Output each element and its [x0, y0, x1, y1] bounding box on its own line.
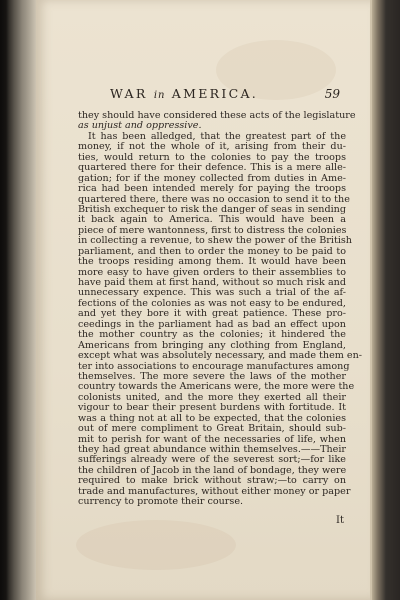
running-head-in: in	[153, 90, 166, 101]
binding-gutter	[0, 0, 40, 600]
text-line: quartered there, there was no occasion to send it to the	[78, 193, 350, 205]
text-line: have paid them at first hand, without so much risk and	[78, 277, 346, 288]
text-line: mit to perish for want of the necessaries of life, when	[78, 433, 346, 445]
text-line: as unjust and oppressive.	[78, 120, 202, 132]
catchword: It	[336, 515, 344, 526]
text-line: colonists united, and the more they exerted all their	[78, 391, 346, 403]
running-head-war: WAR	[110, 86, 148, 101]
paper-stain	[76, 520, 236, 570]
text-line: they should have considered these acts of the legislature	[78, 110, 356, 121]
text-line: themselves. The more severe the laws of the mother	[78, 370, 346, 382]
text-line: it back again to America. This would have been a	[78, 214, 346, 226]
right-page-edge-shadow	[372, 0, 400, 600]
text-line: ceedings in the parliament had as bad an effect upon	[78, 318, 346, 330]
text-line: more easy to have given orders to their assemblies to	[78, 266, 346, 278]
text-line: vigour to bear their present burdens with fortitude. It	[78, 402, 346, 414]
text-line: Americans from bringing any clothing from England,	[78, 339, 346, 351]
text-line: quartered there for their defence. This is a mere alle-	[78, 162, 346, 174]
text-line: currency to promote their course.	[78, 496, 244, 508]
text-line: required to make brick without straw;—to carry on	[78, 475, 346, 487]
text-line: British exchequer to risk the danger of seas in sending	[78, 203, 346, 215]
text-line: the troops residing among them. It would have been	[78, 256, 346, 268]
text-line: sufferings already were of the severest sort;—for like	[78, 454, 346, 466]
running-head-america: AMERICA.	[171, 86, 259, 101]
text-line: unnecessary expence. This was such a trial of the af-	[78, 287, 346, 299]
text-line: ter into associations to encourage manufactures among	[78, 360, 350, 372]
body-text	[78, 110, 363, 508]
text-line: It has been alledged, that the greatest part of the	[88, 130, 346, 142]
text-line: ties, would return to the colonies to pay the troops	[78, 151, 346, 163]
text-line: and yet they bore it with great patience. These pro-	[78, 308, 346, 320]
text-line: parliament, and then to order the money to be paid to	[78, 245, 346, 257]
text-line: gation; for if the money collected from duties in Ame-	[78, 172, 346, 184]
text-line: money, if not the whole of it, arising from their du-	[78, 141, 346, 153]
text-line: they had great abundance within themselves.——Their	[78, 444, 346, 455]
text-line: fections of the colonies as was not easy to be endured,	[78, 297, 346, 309]
text-line: the children of Jacob in the land of bondage, they were	[78, 464, 347, 476]
text-line: in collecting a revenue, to shew the power of the British	[78, 235, 352, 247]
text-line: country towards the Americans were, the more were the	[78, 381, 355, 393]
text-line: the mother country as the colonies; it hindered the	[78, 329, 346, 341]
running-head-title	[110, 86, 258, 101]
text-line: trade and manufactures, without either money or paper	[78, 485, 351, 497]
running-header	[76, 86, 346, 104]
page-number: 59	[324, 87, 340, 101]
text-line: was a thing not at all to be expected, that the colonies	[78, 412, 346, 424]
text-line: except what was absolutely necessary, and made them en-	[78, 350, 363, 362]
text-line: piece of mere wantonness, first to distress the colonies	[78, 224, 347, 236]
text-line: out of mere compliment to Great Britain, should sub-	[78, 423, 346, 435]
text-line: rica had been intended merely for paying the troops	[78, 183, 346, 195]
